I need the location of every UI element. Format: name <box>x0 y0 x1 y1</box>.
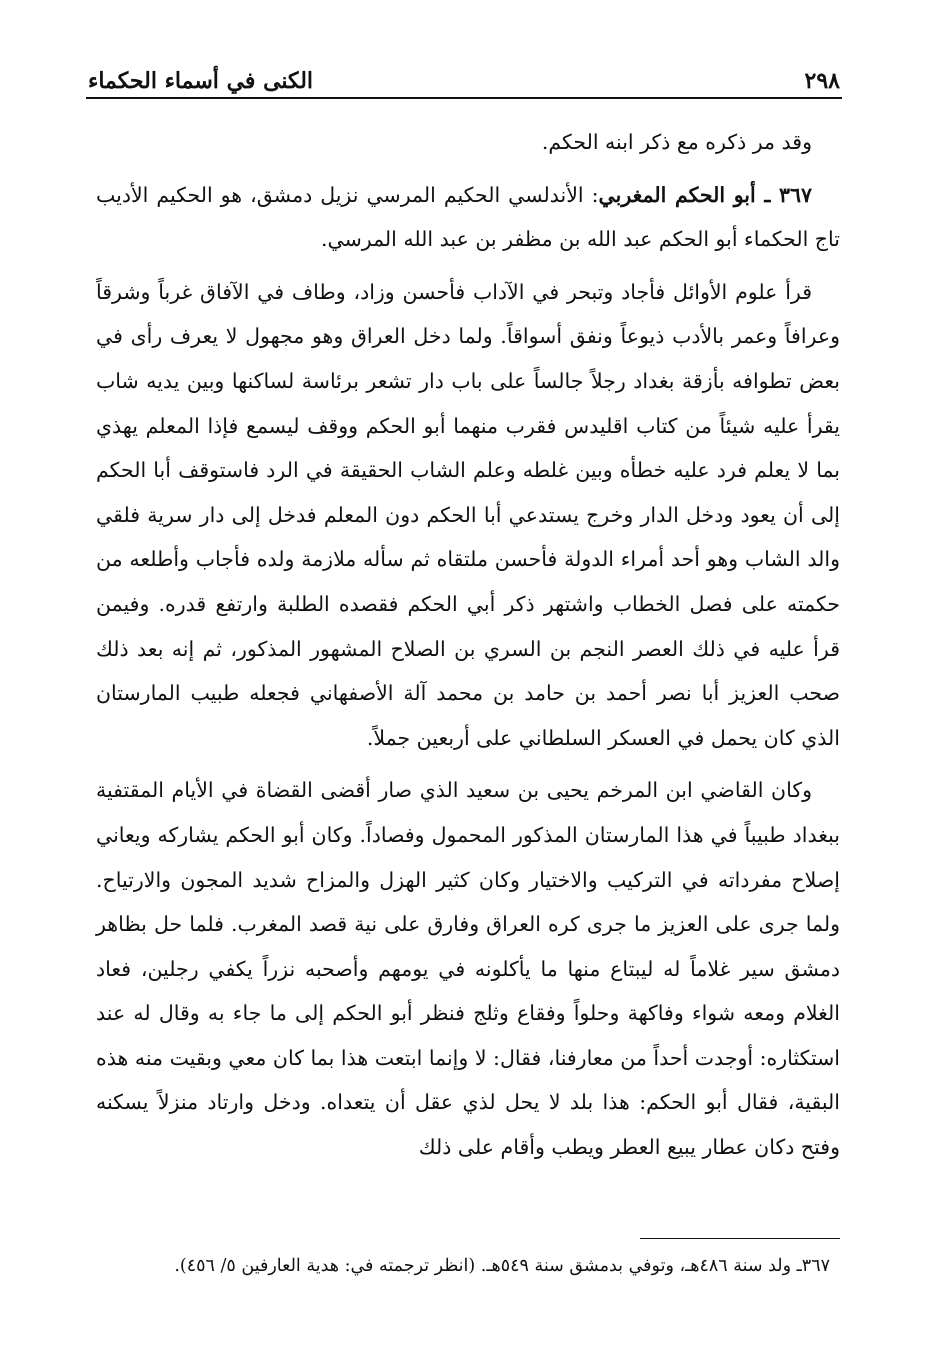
paragraph-1: وقد مر ذكره مع ذكر ابنه الحكم. <box>541 130 812 154</box>
paragraph-2 <box>96 173 840 262</box>
footnote-367: ٣٦٧ـ ولد سنة ٤٨٦هـ، وتوفي بدمشق سنة ٥٤٩هـ. (انظر ترجمته في: هدية العارفين ٥/ ٤٥٦). <box>174 1256 830 1276</box>
header-rule <box>86 97 842 99</box>
paragraph-3: قرأ علوم الأوائل فأجاد وتبحر في الآداب فأحسن وزاد، وطاف في الآفاق غرباً وشرقاً وعرافاً وعمر بالأدب ذيوعاً ونفق أسواقاً. ولما دخل العراق وهو مجهول لا يعرف رأى في بعض تطوافه بأزقة بغداد رجلاً جالساً على باب دار تشعر برئاسة لساكنها وبين يديه شاب يقرأ عليه شيئاً من كتاب اقليدس فقرب منهما أبو الحكم ووقف ليسمع فإذا المعلم يهذي بما لا يعلم فرد عليه خطأه وبين غلطه وعلم الشاب الحقيقة في الرد فاستوقف أبا الحكم إلى أن يعود ودخل الدار وخرج يستدعي أبا الحكم دون المعلم فدخل إلى دار سرية فلقي والد الشاب وهو أحد أمراء الدولة فأحسن ملتقاه ثم سأله ملازمة ولده فأجاب وأطلعه من حكمته على فصل الخطاب واشتهر ذكر أبي الحكم فقصده الطلبة وارتفع قدره. وفيمن قرأ عليه في ذلك العصر النجم بن السري بن الصلاح المشهور المذكور، ثم إنه بعد ذلك صحب العزيز أبا نصر أحمد بن حامد بن محمد آلة الأصفهاني فجعله طبيب المارستان الذي كان يحمل في العسكر السلطاني على أربعين جملاً. <box>96 279 840 750</box>
running-title: الكنى في أسماء الحكماء <box>88 68 314 94</box>
entry-intro: : الأندلسي الحكيم المرسي نزيل دمشق، هو الحكيم الأديب تاج الحكماء أبو الحكم عبد الله بن مظفر بن عبد الله المرسي. <box>96 182 840 252</box>
footnotes <box>96 1248 830 1284</box>
paragraph-4: وكان القاضي ابن المرخم يحيى بن سعيد الذي صار أقضى القضاة في الأيام المقتفية ببغداد طبيباً في هذا المارستان المذكور المحمول وفصاداً. وكان أبو الحكم يشاركه ويعاني إصلاح مفرداته في التركيب والاختيار وكان كثير الهزل والمزاح شديد المجون والارتياح. ولما جرى على العزيز ما جرى كره العراق وفارق على نية قصد المغرب. فلما حل بظاهر دمشق سير غلاماً له ليبتاع منها ما يأكلونه في يومهم وأصحبه نزراً يكفي رجلين، فعاد الغلام ومعه شواء وفاكهة وحلواً وفقاع وثلج فنظر أبو الحكم إلى ما جاء به وقال له عند استكثاره: أوجدت أحداً من معارفنا، فقال: لا وإنما ابتعت هذا بما كان معي وبقيت منه هذه البقية، فقال أبو الحكم: هذا بلد لا يحل لذي عقل أن يتعداه. ودخل وارتاد منزلاً يسكنه وفتح دكان عطار يبيع العطر ويطب وأقام على ذلك <box>96 778 840 1160</box>
page-number: ٢٩٨ <box>804 68 840 94</box>
entry-heading: ٣٦٧ ـ أبو الحكم المغربي <box>598 182 812 207</box>
page-header <box>88 52 840 92</box>
footnote-rule <box>640 1238 840 1239</box>
main-text <box>96 120 840 1178</box>
